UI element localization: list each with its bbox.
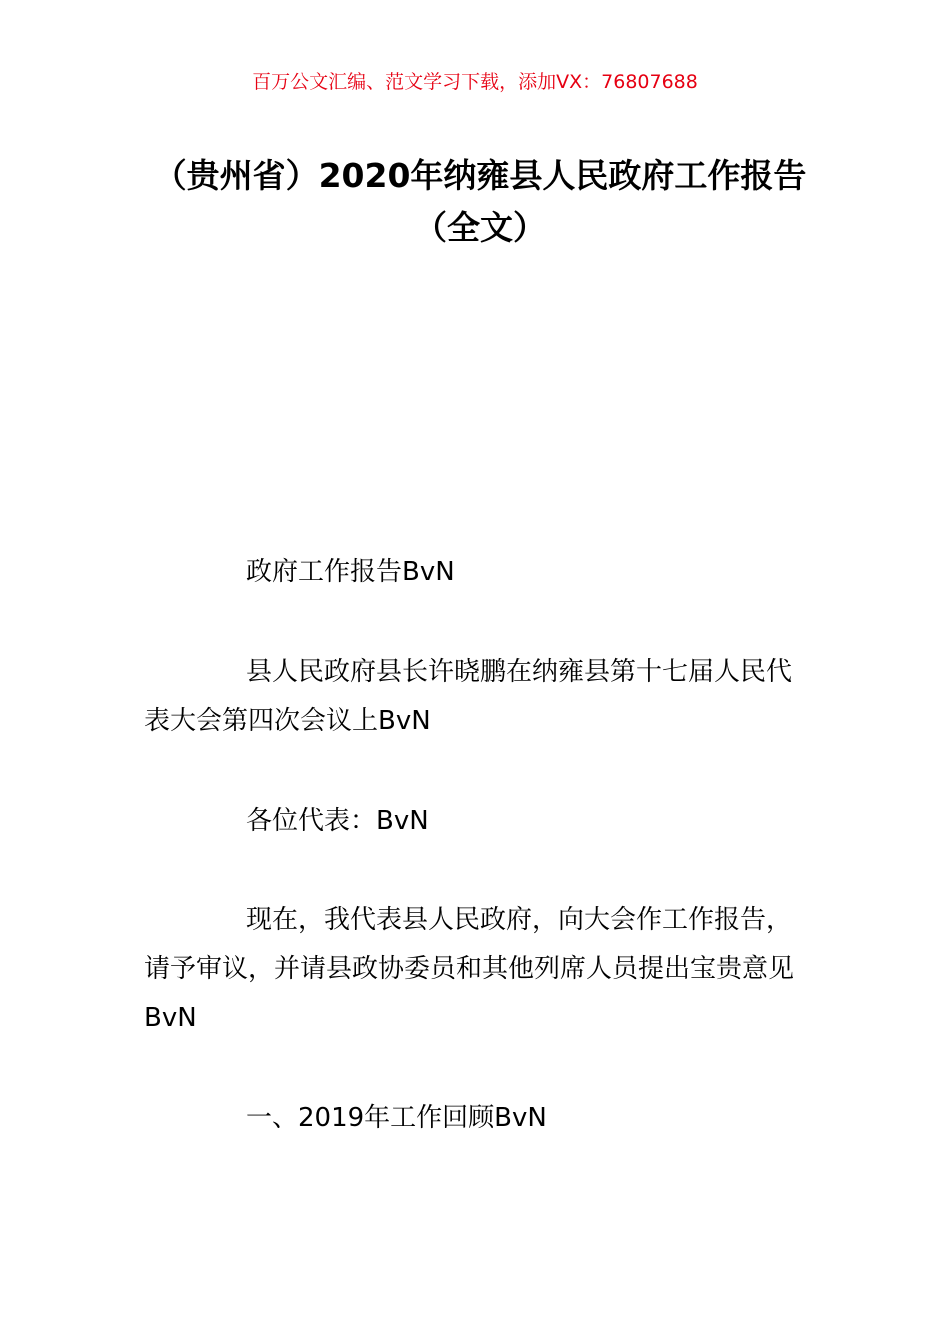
header-watermark-note: 百万公文汇编、范文学习下载，添加VX：76807688	[252, 71, 698, 93]
paragraph-salutation: 各位代表：BvN	[246, 806, 429, 836]
section-heading-review: 一、2019年工作回顾BvN	[246, 1103, 547, 1133]
paragraph-report-label: 政府工作报告BvN	[246, 557, 455, 587]
paragraph-opening: 现在，我代表县人民政府，向大会作工作报告，请予审议，并请县政协委员和其他列席人员提出宝贵意见BvN	[144, 905, 795, 1033]
document-title: （贵州省）2020年纳雍县人民政府工作报告（全文）	[153, 156, 807, 247]
paragraph-speaker: 县人民政府县长许晓鹏在纳雍县第十七届人民代表大会第四次会议上BvN	[144, 657, 793, 736]
